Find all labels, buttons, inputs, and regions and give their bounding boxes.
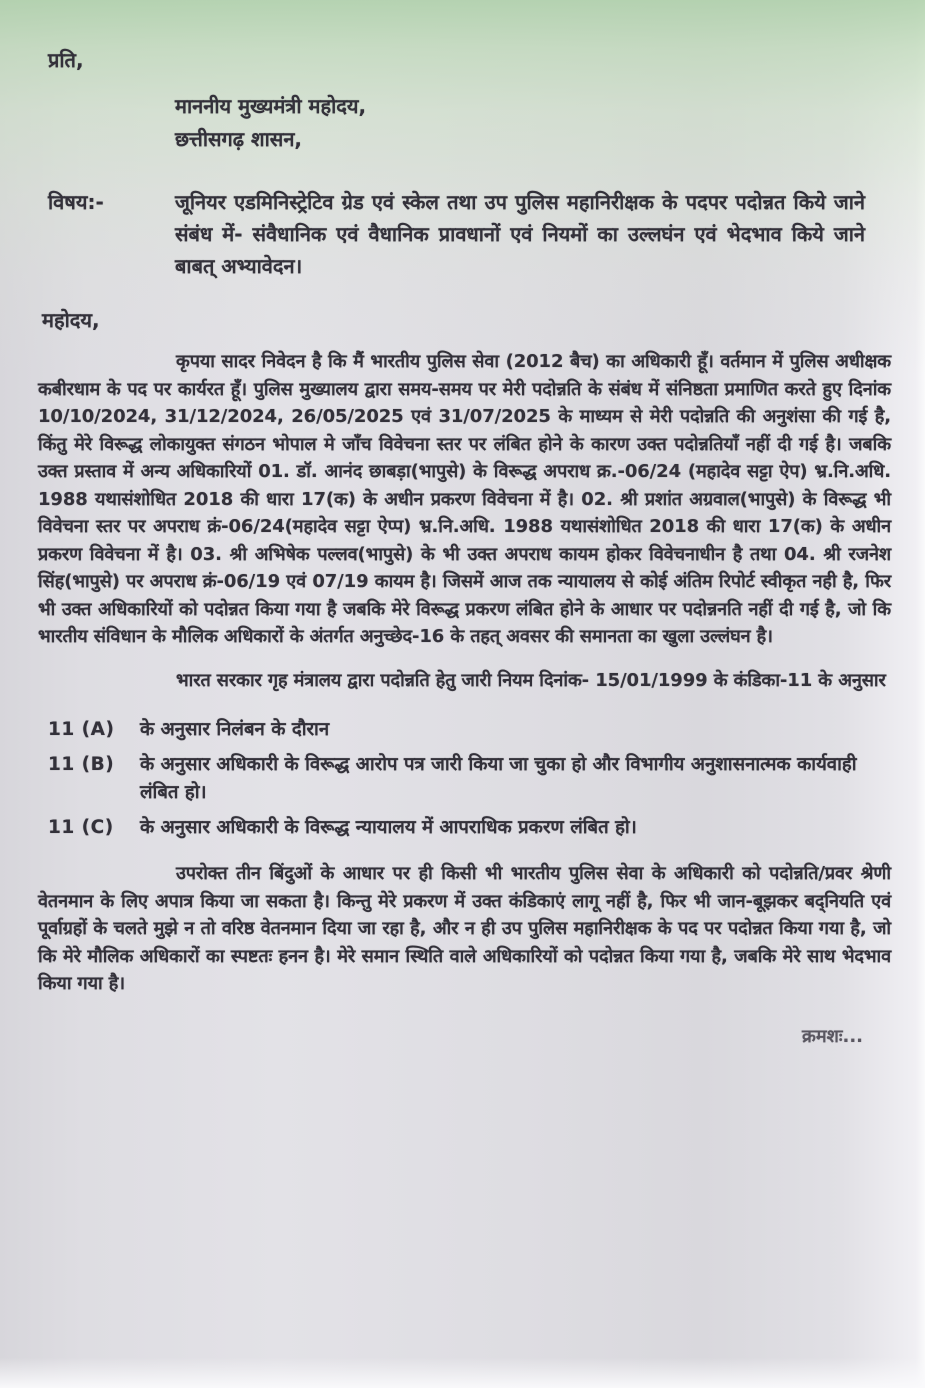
clause-text-11c: के अनुसार अधिकारी के विरूद्ध न्यायालय में आपराधिक प्रकरण लंबित हो।: [140, 817, 637, 838]
clause-row-11c: [38, 814, 891, 842]
subject-label: विषय:-: [48, 190, 104, 214]
rule-clauses-list: [38, 716, 891, 842]
to-label: प्रति,: [48, 48, 84, 72]
clause-number-11a: 11 (A): [48, 719, 115, 740]
greeting: महोदय,: [42, 308, 100, 332]
recipient-line-1: माननीय मुख्यमंत्री महोदय,: [175, 94, 367, 118]
subject-row: [38, 186, 891, 282]
clause-row-11a: [38, 716, 891, 744]
clause-text-11a: के अनुसार निलंबन के दौरान: [140, 719, 330, 740]
clause-text-11b: के अनुसार अधिकारी के विरूद्ध आरोप पत्र जारी किया जा चुका हो और विभागीय अनुशासनात्मक कार्यवाही लंबित हो।: [140, 754, 857, 803]
clause-number-11b: 11 (B): [48, 754, 115, 775]
body-paragraph-2: भारत सरकार गृह मंत्रालय द्वारा पदोन्नति हेतु जारी नियम दिनांक- 15/01/1999 के कंडिका-11 के अनुसार: [176, 669, 886, 691]
recipient-block: [175, 90, 891, 156]
continuation-note: क्रमशः...: [802, 1025, 863, 1047]
subject-text: जूनियर एडमिनिस्ट्रेटिव ग्रेड एवं स्केल तथा उप पुलिस महानिरीक्षक के पदपर पदोन्नत किये जाने संबंध में- संवैधानिक एवं वैधानिक प्रावधानों एवं नियमों का उल्लघंन एवं भेदभाव किये जाने बाबत् अभ्यावेदन।: [175, 190, 865, 278]
letter-content: [0, 46, 925, 1048]
clause-number-11c: 11 (C): [48, 817, 114, 838]
recipient-line-2: छत्तीसगढ़ शासन,: [175, 127, 303, 151]
clause-row-11b: [38, 751, 891, 807]
body-paragraph-3: उपरोक्त तीन बिंदुओं के आधार पर ही किसी भी भारतीय पुलिस सेवा के अधिकारी को पदोन्नति/प्रवर श्रेणी वेतनमान के लिए अपात्र किया जा सकता है। किन्तु मेरे प्रकरण में उक्त कंडिकाएं लागू नहीं है, फिर भी जान-बूझकर बद्नियति एवं पूर्वाग्रहों के चलते मुझे न तो वरिष्ठ वेतनमान दिया जा रहा है, और न ही उप पुलिस महानिरीक्षक के पद पर पदोन्नत किया गया है, जो कि मेरे मौलिक अधिकारों का स्पष्टतः हनन है। मेरे समान स्थिति वाले अधिकारियों को पदोन्नत किया गया है, जबकि मेरे साथ भेदभाव किया गया है।: [38, 863, 891, 994]
body-paragraph-1: कृपया सादर निवेदन है कि मैं भारतीय पुलिस सेवा (2012 बैच) का अधिकारी हूँ। वर्तमान में पुलिस अधीक्षक कबीरधाम के पद पर कार्यरत हूँ। पुलिस मुख्यालय द्वारा समय-समय पर मेरी पदोन्नति के संबंध में संनिष्ठता प्रमाणित करते हुए दिनांक 10/10/2024, 31/12/2024, 26/05/2025 एवं 31/07/2025 के माध्यम से मेरी पदोन्नति की अनुशंसा की गई है, किंतु मेरे विरूद्ध लोकायुक्त संगठन भोपाल मे जाँच विवेचना स्तर पर लंबित होने के कारण उक्त पदोन्नतियाँ नहीं दी गई है। जबकि उक्त प्रस्ताव में अन्य अधिकारियों 01. डॉ. आनंद छाबड़ा(भापुसे) के विरूद्ध अपराध क्र.-06/24 (महादेव सट्टा ऐप) भ्र.नि.अधि. 1988 यथासंशोधित 2018 की धारा 17(क) के अधीन प्रकरण विवेचना में है। 02. श्री प्रशांत अग्रवाल(भापुसे) के विरूद्ध भी विवेचना स्तर पर अपराध क्रं-06/24(महादेव सट्टा ऐप्प) भ्र.नि.अधि. 1988 यथासंशोधित 2018 की धारा 17(क) के अधीन प्रकरण विवेचना में है। 03. श्री अभिषेक पल्लव(भापुसे) के भी उक्त अपराध कायम होकर विवेचनाधीन है तथा 04. श्री रजनेश सिंह(भापुसे) पर अपराध क्रं-06/19 एवं 07/19 कायम है। जिसमें आज तक न्यायालय से कोई अंतिम रिपोर्ट स्वीकृत नही है, फिर भी उक्त अधिकारियों को पदोन्नत किया गया है जबकि मेरे विरूद्ध प्रकरण लंबित होने के आधार पर पदोन्ननति नहीं दी गई है, जो कि भारतीय संविधान के मौलिक अधिकारों के अंतर्गत अनुच्छेद-16 के तहत् अवसर की समानता का खुला उल्लंघन है।: [38, 351, 891, 647]
